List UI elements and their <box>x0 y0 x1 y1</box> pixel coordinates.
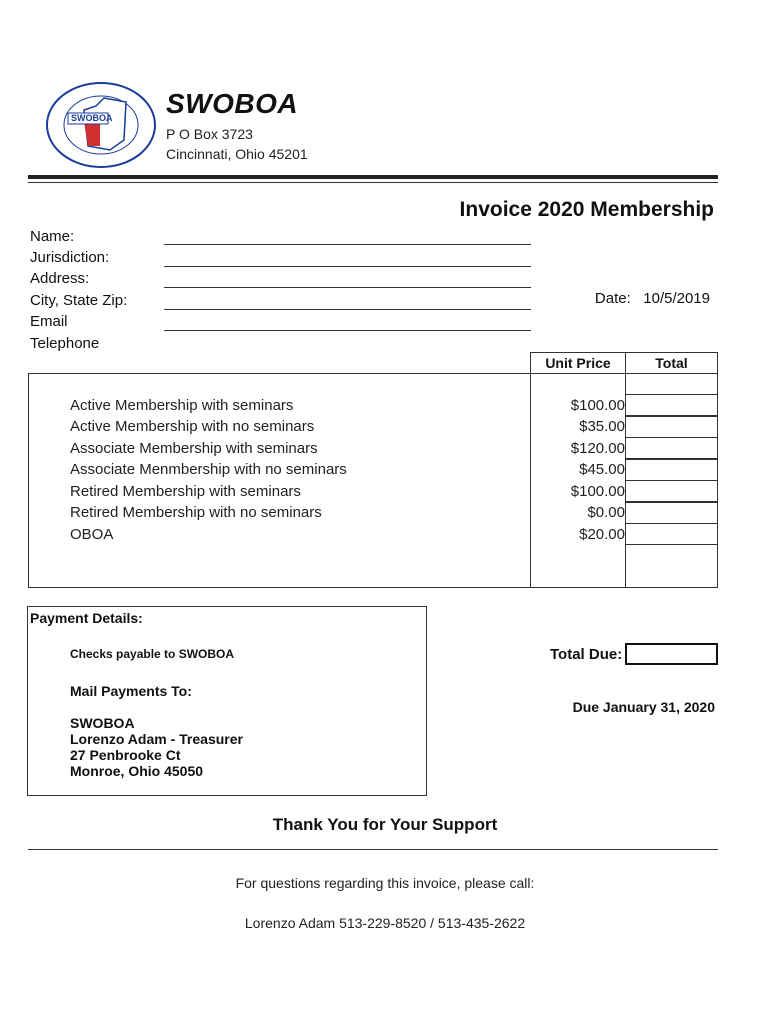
total-cell[interactable] <box>625 416 718 438</box>
item-name: OBOA <box>70 526 114 543</box>
field-telephone-label: Telephone <box>30 335 100 352</box>
total-due-field[interactable] <box>625 643 718 665</box>
questions-text: For questions regarding this invoice, please call: <box>235 875 535 891</box>
item-name: Retired Membership with seminars <box>70 483 301 500</box>
total-cell[interactable] <box>625 502 718 524</box>
item-price: $35.00 <box>579 418 625 435</box>
org-name: SWOBOA <box>166 88 299 119</box>
mail-line: SWOBOA <box>70 715 135 731</box>
mail-line: Monroe, Ohio 45050 <box>70 763 204 779</box>
total-cell[interactable] <box>625 437 718 459</box>
mail-payments-title: Mail Payments To: <box>70 683 192 699</box>
payment-details-title: Payment Details: <box>30 610 143 626</box>
total-cell[interactable] <box>625 373 718 395</box>
field-email-label: Email <box>30 313 68 330</box>
item-price: $120.00 <box>570 440 625 457</box>
total-cell[interactable] <box>625 459 718 481</box>
due-date: Due January 31, 2020 <box>572 699 715 715</box>
item-name: Associate Membership with seminars <box>70 440 318 457</box>
total-cell[interactable] <box>625 523 718 545</box>
item-price: $45.00 <box>579 461 625 478</box>
date-value: 10/5/2019 <box>643 290 710 307</box>
total-cell[interactable] <box>625 480 718 502</box>
logo-label: SWOBOA <box>71 113 113 123</box>
item-price: $100.00 <box>570 397 625 414</box>
invoice-date <box>595 290 710 307</box>
thank-you: Thank You for Your Support <box>272 815 498 834</box>
header-divider-thin <box>28 182 718 183</box>
total-due-label: Total Due: <box>550 646 623 663</box>
org-address-line1: P O Box 3723 <box>166 126 253 142</box>
org-address-line2: Cincinnati, Ohio 45201 <box>166 146 308 162</box>
unit-price-header: Unit Price <box>545 355 611 371</box>
field-jurisdiction-label: Jurisdiction: <box>30 249 110 266</box>
name-input-line[interactable] <box>164 244 531 245</box>
item-name: Active Membership with seminars <box>70 397 294 414</box>
item-name: Active Membership with no seminars <box>70 418 315 435</box>
date-label: Date: <box>594 290 631 307</box>
total-cell[interactable] <box>625 394 718 416</box>
item-price: $0.00 <box>587 504 625 521</box>
item-price: $100.00 <box>570 483 625 500</box>
item-price: $20.00 <box>579 526 625 543</box>
checks-payable: Checks payable to SWOBOA <box>70 647 235 661</box>
header-divider <box>28 175 718 179</box>
total-header: Total <box>655 355 688 371</box>
field-city-label: City, State Zip: <box>30 292 128 309</box>
contact-text: Lorenzo Adam 513-229-8520 / 513-435-2622 <box>244 915 526 931</box>
mail-line: Lorenzo Adam - Treasurer <box>70 731 243 747</box>
invoice-title: Invoice 2020 Membership <box>459 198 714 221</box>
mail-line: 27 Penbrooke Ct <box>70 747 181 763</box>
item-name: Associate Menmbership with no seminars <box>70 461 347 478</box>
footer-divider <box>28 849 718 850</box>
item-name: Retired Membership with no seminars <box>70 504 322 521</box>
field-address-label: Address: <box>30 270 90 287</box>
field-name-label: Name: <box>30 228 75 245</box>
address-input-line[interactable] <box>164 287 531 288</box>
city-input-line[interactable] <box>164 309 531 310</box>
jurisdiction-input-line[interactable] <box>164 266 531 267</box>
swoboa-logo <box>44 80 158 170</box>
email-input-line[interactable] <box>164 330 531 331</box>
